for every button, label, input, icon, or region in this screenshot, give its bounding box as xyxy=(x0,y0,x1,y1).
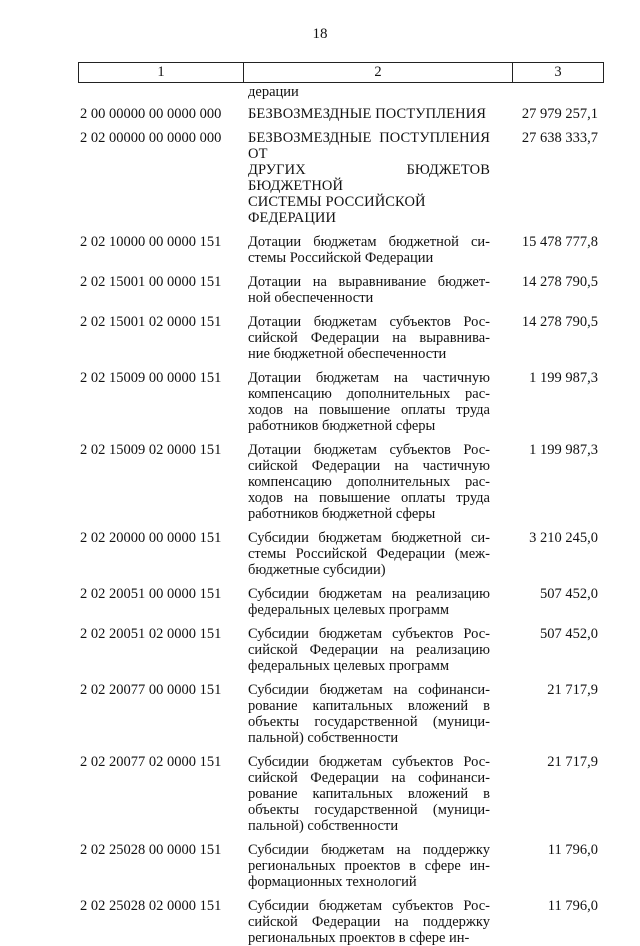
budget-code: 2 02 15009 02 0000 151 xyxy=(80,442,222,458)
income-name-line: ние бюджетной обеспеченности xyxy=(248,346,447,362)
budget-code: 2 02 20077 00 0000 151 xyxy=(80,682,222,698)
amount-value: 11 796,0 xyxy=(547,898,598,914)
income-name xyxy=(248,754,490,834)
income-name-line: бюджетные субсидии) xyxy=(248,562,386,578)
budget-code: 2 02 15001 02 0000 151 xyxy=(80,314,222,330)
amount-value: 507 452,0 xyxy=(540,626,598,642)
income-name-line: ходов на повышение оплаты труда xyxy=(248,402,490,418)
table-row xyxy=(0,682,640,746)
income-name-line: ной обеспеченности xyxy=(248,290,374,306)
column-header-1: 1 xyxy=(79,63,244,83)
budget-code: 2 02 25028 02 0000 151 xyxy=(80,898,222,914)
amount-value: 507 452,0 xyxy=(540,586,598,602)
income-name-line: ходов на повышение оплаты труда xyxy=(248,490,490,506)
budget-code: 2 02 15001 00 0000 151 xyxy=(80,274,222,290)
column-header-2: 2 xyxy=(244,63,513,83)
table-row xyxy=(0,274,640,306)
income-name xyxy=(248,234,490,266)
column-header-table xyxy=(78,62,604,83)
table-row xyxy=(0,626,640,674)
table-row xyxy=(0,234,640,266)
income-name-line: пальной) собственности xyxy=(248,818,399,834)
income-name-line: сийской Федерации на поддержку xyxy=(248,914,490,930)
budget-code: 2 02 15009 00 0000 151 xyxy=(80,370,222,386)
table-row xyxy=(0,898,640,946)
amount-value: 21 717,9 xyxy=(547,754,598,770)
amount-value: 27 638 333,7 xyxy=(521,130,598,146)
income-name-line: сийской Федерации на выравнива- xyxy=(248,330,490,346)
income-name-line: федеральных целевых программ xyxy=(248,602,450,618)
budget-code: 2 02 20051 02 0000 151 xyxy=(80,626,222,642)
continuation-text: дерации xyxy=(248,84,299,100)
amount-value: 27 979 257,1 xyxy=(521,106,598,122)
column-header-3: 3 xyxy=(513,63,604,83)
income-name-line: объекты государственной (муници- xyxy=(248,802,490,818)
income-name-line: СИСТЕМЫ РОССИЙСКОЙ ФЕДЕРАЦИИ xyxy=(248,194,426,226)
income-name-line: работников бюджетной сферы xyxy=(248,418,436,434)
income-name-line: Дотации бюджетам субъектов Рос- xyxy=(248,442,490,458)
income-name xyxy=(248,586,490,618)
amount-value: 14 278 790,5 xyxy=(521,314,598,330)
income-name xyxy=(248,682,490,746)
table-row xyxy=(0,442,640,522)
income-name xyxy=(248,898,490,946)
income-name-line: ДРУГИХ БЮДЖЕТОВ БЮДЖЕТНОЙ xyxy=(248,162,490,194)
income-name xyxy=(248,442,490,522)
income-name-line: Субсидии бюджетам на реализацию xyxy=(248,586,490,602)
income-name xyxy=(248,626,490,674)
income-name xyxy=(248,106,490,122)
amount-value: 1 199 987,3 xyxy=(529,442,598,458)
income-name xyxy=(248,530,490,578)
column-header-row xyxy=(79,63,604,83)
amount-value: 15 478 777,8 xyxy=(521,234,598,250)
budget-table-body xyxy=(0,106,640,946)
income-name-line: БЕЗВОЗМЕЗДНЫЕ ПОСТУПЛЕНИЯ ОТ xyxy=(248,130,490,162)
table-row xyxy=(0,842,640,890)
income-name xyxy=(248,274,490,306)
income-name-line: сийской Федерации на реализацию xyxy=(248,642,490,658)
income-name-line: Дотации на выравнивание бюджет- xyxy=(248,274,490,290)
budget-code: 2 02 10000 00 0000 151 xyxy=(80,234,222,250)
page-number: 18 xyxy=(312,26,328,42)
income-name-line: Дотации бюджетам на частичную xyxy=(248,370,490,386)
table-row xyxy=(0,106,640,122)
table-row xyxy=(0,314,640,362)
income-name-line: Субсидии бюджетам на поддержку xyxy=(248,842,490,858)
table-row xyxy=(0,754,640,834)
table-row xyxy=(0,586,640,618)
income-name-line: федеральных целевых программ xyxy=(248,658,450,674)
table-row xyxy=(0,130,640,226)
income-name-line: Дотации бюджетам субъектов Рос- xyxy=(248,314,490,330)
budget-code: 2 02 20051 00 0000 151 xyxy=(80,586,222,602)
income-name xyxy=(248,314,490,362)
income-name-line: формационных технологий xyxy=(248,874,417,890)
income-name-line: Дотации бюджетам бюджетной си- xyxy=(248,234,490,250)
income-name-line: рование капитальных вложений в xyxy=(248,698,490,714)
income-name-line: Субсидии бюджетам субъектов Рос- xyxy=(248,754,490,770)
income-name-line: объекты государственной (муници- xyxy=(248,714,490,730)
amount-value: 14 278 790,5 xyxy=(521,274,598,290)
income-name xyxy=(248,842,490,890)
amount-value: 3 210 245,0 xyxy=(529,530,598,546)
budget-code: 2 02 25028 00 0000 151 xyxy=(80,842,222,858)
income-name-line: сийской Федерации на частичную xyxy=(248,458,490,474)
budget-code: 2 02 00000 00 0000 000 xyxy=(80,130,222,146)
income-name-line: стемы Российской Федерации (меж- xyxy=(248,546,490,562)
income-name-line: Субсидии бюджетам бюджетной си- xyxy=(248,530,490,546)
income-name-line: сийской Федерации на софинанси- xyxy=(248,770,490,786)
income-name-line: региональных проектов в сфере ин- xyxy=(248,930,470,946)
amount-value: 1 199 987,3 xyxy=(529,370,598,386)
income-name-line: компенсацию дополнительных рас- xyxy=(248,474,490,490)
income-name xyxy=(248,370,490,434)
budget-code: 2 02 20000 00 0000 151 xyxy=(80,530,222,546)
budget-code: 2 00 00000 00 0000 000 xyxy=(80,106,222,122)
income-name-line: работников бюджетной сферы xyxy=(248,506,436,522)
income-name-line: БЕЗВОЗМЕЗДНЫЕ ПОСТУПЛЕНИЯ xyxy=(248,106,487,122)
income-name-line: Субсидии бюджетам на софинанси- xyxy=(248,682,490,698)
income-name-line: Субсидии бюджетам субъектов Рос- xyxy=(248,626,490,642)
income-name-line: региональных проектов в сфере ин- xyxy=(248,858,490,874)
table-row xyxy=(0,370,640,434)
income-name-line: пальной) собственности xyxy=(248,730,399,746)
table-row xyxy=(0,530,640,578)
income-name-line: рование капитальных вложений в xyxy=(248,786,490,802)
income-name-line: стемы Российской Федерации xyxy=(248,250,434,266)
income-name-line: компенсацию дополнительных рас- xyxy=(248,386,490,402)
amount-value: 21 717,9 xyxy=(547,682,598,698)
budget-code: 2 02 20077 02 0000 151 xyxy=(80,754,222,770)
income-name xyxy=(248,130,490,226)
income-name-line: Субсидии бюджетам субъектов Рос- xyxy=(248,898,490,914)
amount-value: 11 796,0 xyxy=(547,842,598,858)
